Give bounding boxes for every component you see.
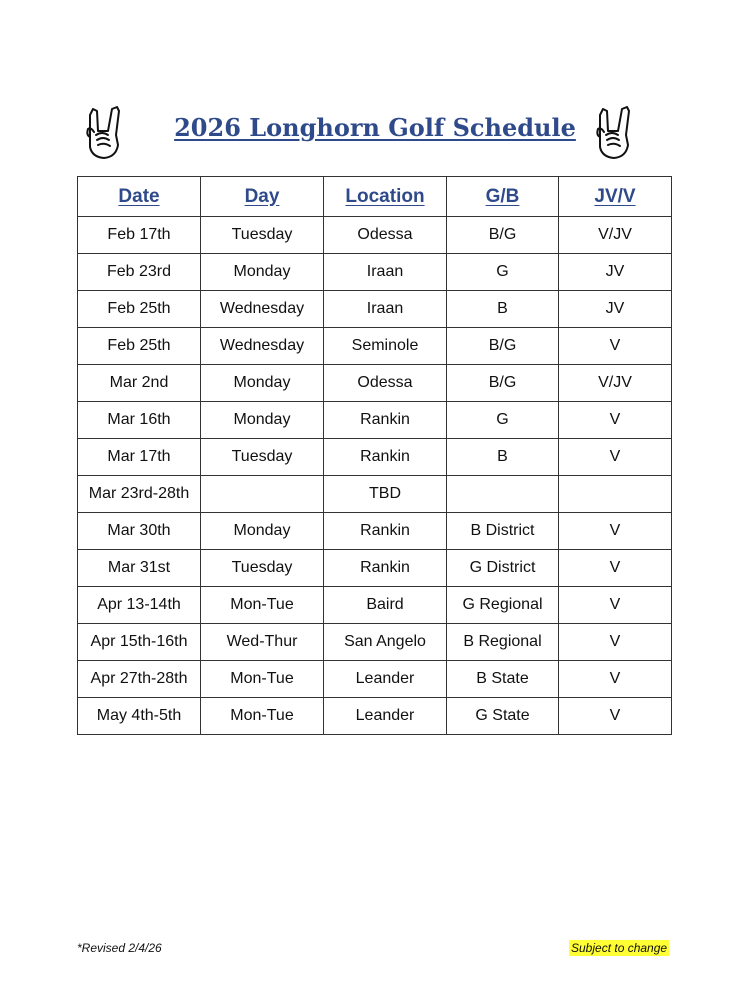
gender-cell: B District xyxy=(447,513,559,550)
table-row xyxy=(78,402,672,439)
day-cell: Mon-Tue xyxy=(201,587,324,624)
date-cell: May 4th-5th xyxy=(78,698,201,735)
table-row xyxy=(78,439,672,476)
gender-cell: B State xyxy=(447,661,559,698)
day-cell: Monday xyxy=(201,513,324,550)
table-row xyxy=(78,476,672,513)
gender-cell: G xyxy=(447,402,559,439)
gender-cell: G State xyxy=(447,698,559,735)
page-title: 2026 Longhorn Golf Schedule xyxy=(174,113,576,142)
location-cell: Seminole xyxy=(324,328,447,365)
hook-em-horns-hand-icon xyxy=(592,105,636,161)
location-cell: Odessa xyxy=(324,365,447,402)
gender-cell: G Regional xyxy=(447,587,559,624)
date-cell: Apr 13-14th xyxy=(78,587,201,624)
level-cell: V xyxy=(559,328,672,365)
level-cell: V xyxy=(559,624,672,661)
date-cell: Mar 23rd-28th xyxy=(78,476,201,513)
column-header-level: JV/V xyxy=(559,177,672,217)
level-cell: V xyxy=(559,587,672,624)
day-cell xyxy=(201,476,324,513)
table-row xyxy=(78,365,672,402)
table-row xyxy=(78,217,672,254)
location-cell: TBD xyxy=(324,476,447,513)
level-cell: JV xyxy=(559,291,672,328)
date-cell: Mar 31st xyxy=(78,550,201,587)
table-row xyxy=(78,254,672,291)
table-header-row xyxy=(78,177,672,217)
level-cell: V/JV xyxy=(559,365,672,402)
date-cell: Feb 17th xyxy=(78,217,201,254)
location-cell: Rankin xyxy=(324,439,447,476)
date-cell: Mar 16th xyxy=(78,402,201,439)
day-cell: Wed-Thur xyxy=(201,624,324,661)
location-cell: Leander xyxy=(324,698,447,735)
day-cell: Monday xyxy=(201,254,324,291)
location-cell: San Angelo xyxy=(324,624,447,661)
gender-cell: G District xyxy=(447,550,559,587)
gender-cell: B/G xyxy=(447,328,559,365)
date-cell: Feb 23rd xyxy=(78,254,201,291)
gender-cell xyxy=(447,476,559,513)
day-cell: Mon-Tue xyxy=(201,661,324,698)
table-row xyxy=(78,661,672,698)
gender-cell: B xyxy=(447,439,559,476)
column-header-gender: G/B xyxy=(447,177,559,217)
schedule-table xyxy=(77,176,672,735)
table-row xyxy=(78,291,672,328)
location-cell: Baird xyxy=(324,587,447,624)
day-cell: Tuesday xyxy=(201,217,324,254)
day-cell: Mon-Tue xyxy=(201,698,324,735)
level-cell: V xyxy=(559,550,672,587)
level-cell: V xyxy=(559,698,672,735)
location-cell: Leander xyxy=(324,661,447,698)
date-cell: Mar 30th xyxy=(78,513,201,550)
date-cell: Mar 17th xyxy=(78,439,201,476)
gender-cell: B xyxy=(447,291,559,328)
day-cell: Wednesday xyxy=(201,328,324,365)
date-cell: Feb 25th xyxy=(78,328,201,365)
level-cell xyxy=(559,476,672,513)
day-cell: Tuesday xyxy=(201,439,324,476)
gender-cell: B/G xyxy=(447,365,559,402)
subject-to-change-note: Subject to change xyxy=(571,941,668,955)
day-cell: Monday xyxy=(201,402,324,439)
location-cell: Rankin xyxy=(324,402,447,439)
day-cell: Tuesday xyxy=(201,550,324,587)
table-row xyxy=(78,624,672,661)
table-row xyxy=(78,328,672,365)
table-row xyxy=(78,550,672,587)
level-cell: V xyxy=(559,402,672,439)
revised-note: *Revised 2/4/26 xyxy=(77,941,162,955)
day-cell: Wednesday xyxy=(201,291,324,328)
date-cell: Apr 27th-28th xyxy=(78,661,201,698)
location-cell: Rankin xyxy=(324,513,447,550)
page-header xyxy=(0,105,750,165)
table-row xyxy=(78,698,672,735)
level-cell: JV xyxy=(559,254,672,291)
date-cell: Mar 2nd xyxy=(78,365,201,402)
table-row xyxy=(78,587,672,624)
day-cell: Monday xyxy=(201,365,324,402)
column-header-date: Date xyxy=(78,177,201,217)
column-header-location: Location xyxy=(324,177,447,217)
gender-cell: B Regional xyxy=(447,624,559,661)
column-header-day: Day xyxy=(201,177,324,217)
date-cell: Feb 25th xyxy=(78,291,201,328)
date-cell: Apr 15th-16th xyxy=(78,624,201,661)
location-cell: Rankin xyxy=(324,550,447,587)
location-cell: Odessa xyxy=(324,217,447,254)
table-row xyxy=(78,513,672,550)
level-cell: V/JV xyxy=(559,217,672,254)
gender-cell: B/G xyxy=(447,217,559,254)
location-cell: Iraan xyxy=(324,291,447,328)
location-cell: Iraan xyxy=(324,254,447,291)
gender-cell: G xyxy=(447,254,559,291)
level-cell: V xyxy=(559,513,672,550)
level-cell: V xyxy=(559,661,672,698)
level-cell: V xyxy=(559,439,672,476)
